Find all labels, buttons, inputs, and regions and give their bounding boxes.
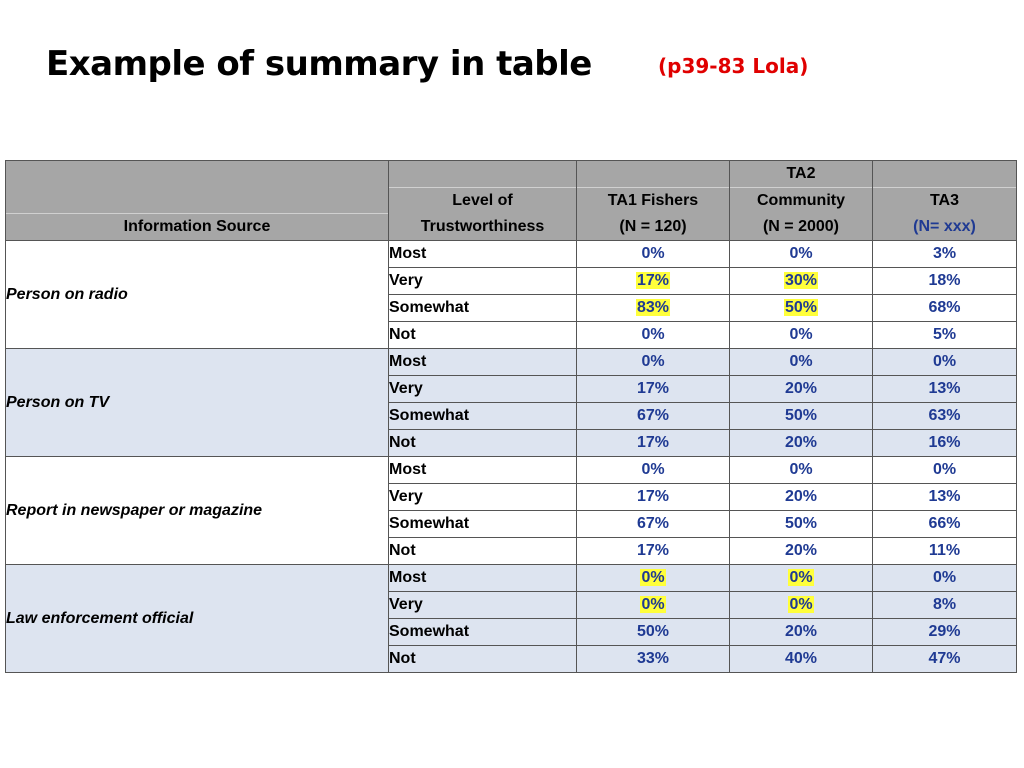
ta3-value-text: 29% [928,623,961,640]
ta1-value-text: 17% [636,488,670,505]
level-cell: Most [389,349,577,376]
ta2-value [730,241,873,268]
ta2-value [730,403,873,430]
header-level [389,161,577,241]
level-cell: Somewhat [389,511,577,538]
ta2-value-text: 0% [789,353,813,370]
ta2-value [730,646,873,673]
ta2-value-highlighted: 50% [784,299,818,316]
ta1-value-highlighted: 0% [641,596,665,613]
source-cell-law-enforcement: Law enforcement official [6,565,389,673]
level-cell: Somewhat [389,619,577,646]
level-cell: Very [389,592,577,619]
ta1-value-text: 50% [636,623,670,640]
ta3-value [873,403,1017,430]
ta1-value-text: 33% [636,650,670,667]
level-cell: Not [389,538,577,565]
ta2-value [730,376,873,403]
ta3-value-text: 0% [932,353,957,370]
ta1-value-text: 0% [641,353,665,370]
ta3-value [873,484,1017,511]
ta3-value [873,646,1017,673]
ta3-value-text: 8% [932,596,957,613]
ta3-value [873,241,1017,268]
ta2-value [730,322,873,349]
ta3-value-text: 11% [928,542,961,559]
ta2-value [730,349,873,376]
header-ta2-line3: (N = 2000) [762,218,840,235]
level-cell: Somewhat [389,295,577,322]
ta2-value-text: 50% [784,515,818,532]
ta3-value [873,430,1017,457]
level-cell: Not [389,430,577,457]
source-cell-newspaper: Report in newspaper or magazine [6,457,389,565]
header-ta2-line2: Community [757,192,845,209]
level-cell: Very [389,268,577,295]
ta3-value-text: 13% [928,488,961,505]
page-subtitle: (p39-83 Lola) [658,54,809,78]
ta2-value [730,538,873,565]
level-cell: Somewhat [389,403,577,430]
ta3-value-text: 68% [928,299,961,316]
header-ta1-line1: TA1 Fishers [607,192,699,209]
ta3-value [873,457,1017,484]
table-row [6,349,1017,376]
level-cell: Very [389,484,577,511]
ta3-value [873,619,1017,646]
header-ta2-line1: TA2 [786,165,816,182]
ta2-value [730,484,873,511]
level-cell: Most [389,241,577,268]
ta1-value [577,349,730,376]
level-cell: Not [389,646,577,673]
ta1-value-text: 17% [636,434,670,451]
ta1-value [577,565,730,592]
table-header-row [6,161,1017,241]
ta3-value [873,511,1017,538]
table-row [6,457,1017,484]
ta3-value-text: 63% [928,407,961,424]
ta3-value [873,565,1017,592]
header-ta3-line1: TA3 [929,192,960,209]
ta1-value-text: 67% [636,407,670,424]
ta1-value [577,511,730,538]
ta3-value-text: 47% [928,650,961,667]
header-ta1-line2: (N = 120) [619,218,687,235]
ta2-value-text: 20% [784,380,818,397]
ta1-value [577,619,730,646]
ta2-value-highlighted: 0% [789,569,813,586]
ta2-value [730,592,873,619]
summary-table [5,160,1017,673]
ta3-value-text: 0% [932,569,957,586]
ta3-value-text: 0% [932,461,957,478]
ta1-value [577,538,730,565]
ta1-value [577,592,730,619]
ta3-value [873,295,1017,322]
header-ta2 [730,161,873,241]
ta1-value [577,457,730,484]
ta1-value [577,403,730,430]
ta2-value-text: 50% [784,407,818,424]
ta2-value-text: 0% [789,245,813,262]
source-cell-radio: Person on radio [6,241,389,349]
ta1-value [577,484,730,511]
level-cell: Most [389,457,577,484]
ta3-value [873,349,1017,376]
ta2-value-text: 40% [784,650,818,667]
ta3-value-text: 66% [928,515,961,532]
ta2-value-text: 0% [789,326,813,343]
header-ta3-line2: (N= xxx) [913,218,976,235]
table-row [6,241,1017,268]
ta1-value-highlighted: 17% [636,272,670,289]
ta2-value-text: 20% [784,623,818,640]
ta2-value-text: 20% [784,434,818,451]
header-ta1 [577,161,730,241]
ta1-value [577,295,730,322]
ta2-value-text: 0% [789,461,813,478]
source-cell-tv: Person on TV [6,349,389,457]
ta1-value [577,376,730,403]
level-cell: Not [389,322,577,349]
header-source-label: Information Source [6,213,388,240]
ta1-value [577,241,730,268]
ta2-value [730,457,873,484]
ta2-value [730,430,873,457]
ta3-value-text: 5% [932,326,957,343]
ta1-value-highlighted: 83% [636,299,670,316]
ta3-value-text: 18% [928,272,961,289]
ta3-value-text: 3% [932,245,957,262]
ta1-value-text: 67% [636,515,670,532]
table-row [6,565,1017,592]
header-level-line2: Trustworthiness [420,218,545,235]
ta2-value [730,511,873,538]
ta1-value-text: 0% [641,461,665,478]
ta1-value-text: 17% [636,542,670,559]
ta3-value [873,376,1017,403]
ta3-value [873,538,1017,565]
ta1-value [577,268,730,295]
ta3-value [873,592,1017,619]
ta3-value [873,268,1017,295]
header-level-line1: Level of [452,192,513,209]
ta1-value [577,430,730,457]
ta2-value-text: 20% [784,488,818,505]
level-cell: Very [389,376,577,403]
page-title: Example of summary in table [46,44,592,84]
ta2-value-highlighted: 30% [784,272,818,289]
ta1-value [577,322,730,349]
ta2-value-text: 20% [784,542,818,559]
ta1-value-text: 0% [641,326,665,343]
ta1-value-text: 17% [636,380,670,397]
ta1-value [577,646,730,673]
ta1-value-highlighted: 0% [641,569,665,586]
header-ta3 [873,161,1017,241]
ta3-value-text: 16% [928,434,961,451]
level-cell: Most [389,565,577,592]
ta2-value [730,268,873,295]
ta2-value [730,619,873,646]
ta3-value-text: 13% [928,380,961,397]
ta1-value-text: 0% [641,245,665,262]
header-information-source [6,161,389,241]
ta2-value-highlighted: 0% [789,596,813,613]
ta3-value [873,322,1017,349]
ta2-value [730,565,873,592]
ta2-value [730,295,873,322]
